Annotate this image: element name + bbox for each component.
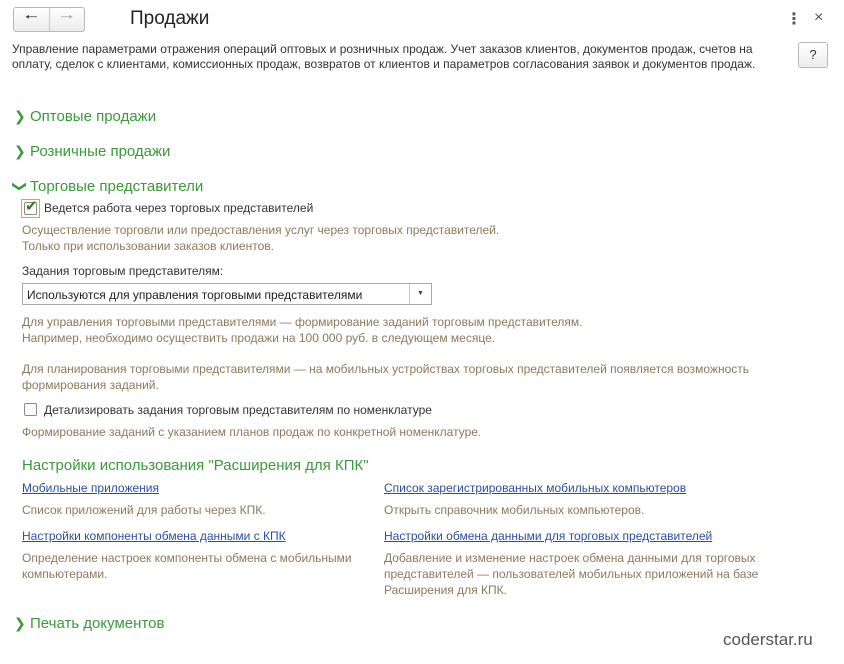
- checkmark-icon: ✔: [25, 198, 38, 215]
- section-retail-label: Розничные продажи: [30, 143, 171, 160]
- detail-checkbox-label: Детализировать задания торговым представителям по номенклатуре: [44, 403, 432, 417]
- section-sales-reps[interactable]: [14, 178, 203, 195]
- link-sales-reps-exchange-settings[interactable]: Настройки обмена данными для торговых представителей: [384, 529, 713, 543]
- chevron-right-icon: ❯: [14, 615, 26, 631]
- sales-reps-hint-1: Осуществление торговли или предоставления услуг через торговых представителей.: [22, 223, 500, 237]
- tasks-hint-2: Например, необходимо осуществить продажи на 100 000 руб. в следующем месяце.: [22, 331, 496, 345]
- sales-reps-checkbox[interactable]: [21, 199, 40, 218]
- sales-reps-exchange-hint-1: Добавление и изменение настроек обмена данными для торговых: [384, 551, 756, 565]
- tasks-hint-3: Для планирования торговыми представителями — на мобильных устройствах торговых представителей появляется возможность: [22, 362, 750, 376]
- link-registered-devices[interactable]: Список зарегистрированных мобильных компьютеров: [384, 481, 687, 495]
- section-wholesale[interactable]: [14, 108, 156, 125]
- link-mobile-apps[interactable]: Мобильные приложения: [22, 481, 159, 495]
- section-print-documents-label: Печать документов: [30, 615, 165, 632]
- sales-reps-hint-2: Только при использовании заказов клиентов.: [22, 239, 274, 253]
- page-title: Продажи: [130, 8, 210, 29]
- section-retail[interactable]: [14, 143, 170, 160]
- section-sales-reps-label: Торговые представители: [30, 178, 204, 195]
- back-arrow-icon[interactable]: 🠐: [24, 9, 38, 26]
- tasks-label: Задания торговым представителям:: [22, 264, 224, 278]
- close-icon[interactable]: ×: [814, 9, 824, 26]
- exchange-component-hint-2: компьютерами.: [22, 567, 108, 581]
- sales-reps-exchange-hint-3: Расширения для КПК.: [384, 583, 507, 597]
- forward-arrow-icon[interactable]: 🠒: [49, 8, 85, 31]
- section-print-documents[interactable]: [14, 615, 164, 632]
- page-description: Управление параметрами отражения операций оптовых и розничных продаж. Учет заказов клиентов, документов продаж, счетов на оплату, сделок с клиентами, комиссионных продаж, возвратов от клиентов и параметров согласования заявок и документов продаж.: [12, 42, 756, 71]
- sales-reps-checkbox-label: Ведется работа через торговых представителей: [44, 201, 314, 215]
- exchange-component-hint-1: Определение настроек компоненты обмена с мобильными: [22, 551, 352, 565]
- dropdown-arrow-icon[interactable]: ▼: [409, 284, 431, 304]
- sales-reps-exchange-hint-2: представителей — пользователей мобильных приложений на базе: [384, 567, 759, 581]
- watermark: coderstar.ru: [723, 630, 813, 649]
- mobile-apps-hint: Список приложений для работы через КПК.: [22, 503, 266, 517]
- tasks-select[interactable]: [22, 283, 432, 305]
- chevron-right-icon: ❯: [14, 108, 26, 124]
- chevron-down-icon: ❯: [12, 180, 29, 193]
- link-exchange-component-settings[interactable]: Настройки компоненты обмена данными с КПК: [22, 529, 286, 543]
- chevron-right-icon: ❯: [14, 143, 26, 159]
- detail-hint: Формирование заданий с указанием планов продаж по конкретной номенклатуре.: [22, 425, 482, 439]
- detail-checkbox[interactable]: [24, 403, 37, 416]
- tasks-select-value: Используются для управления торговыми представителями: [27, 288, 363, 302]
- tasks-hint-4: формирования заданий.: [22, 378, 159, 392]
- registered-devices-hint: Открыть справочник мобильных компьютеров.: [384, 503, 645, 517]
- more-menu-icon[interactable]: ⋮: [786, 11, 802, 28]
- section-wholesale-label: Оптовые продажи: [30, 108, 157, 125]
- kpk-settings-title: Настройки использования "Расширения для КПК": [22, 457, 369, 474]
- tasks-hint-1: Для управления торговыми представителями — формирование заданий торговым представителям.: [22, 315, 583, 329]
- help-button[interactable]: ?: [798, 42, 828, 68]
- navigation-buttons: [13, 7, 85, 32]
